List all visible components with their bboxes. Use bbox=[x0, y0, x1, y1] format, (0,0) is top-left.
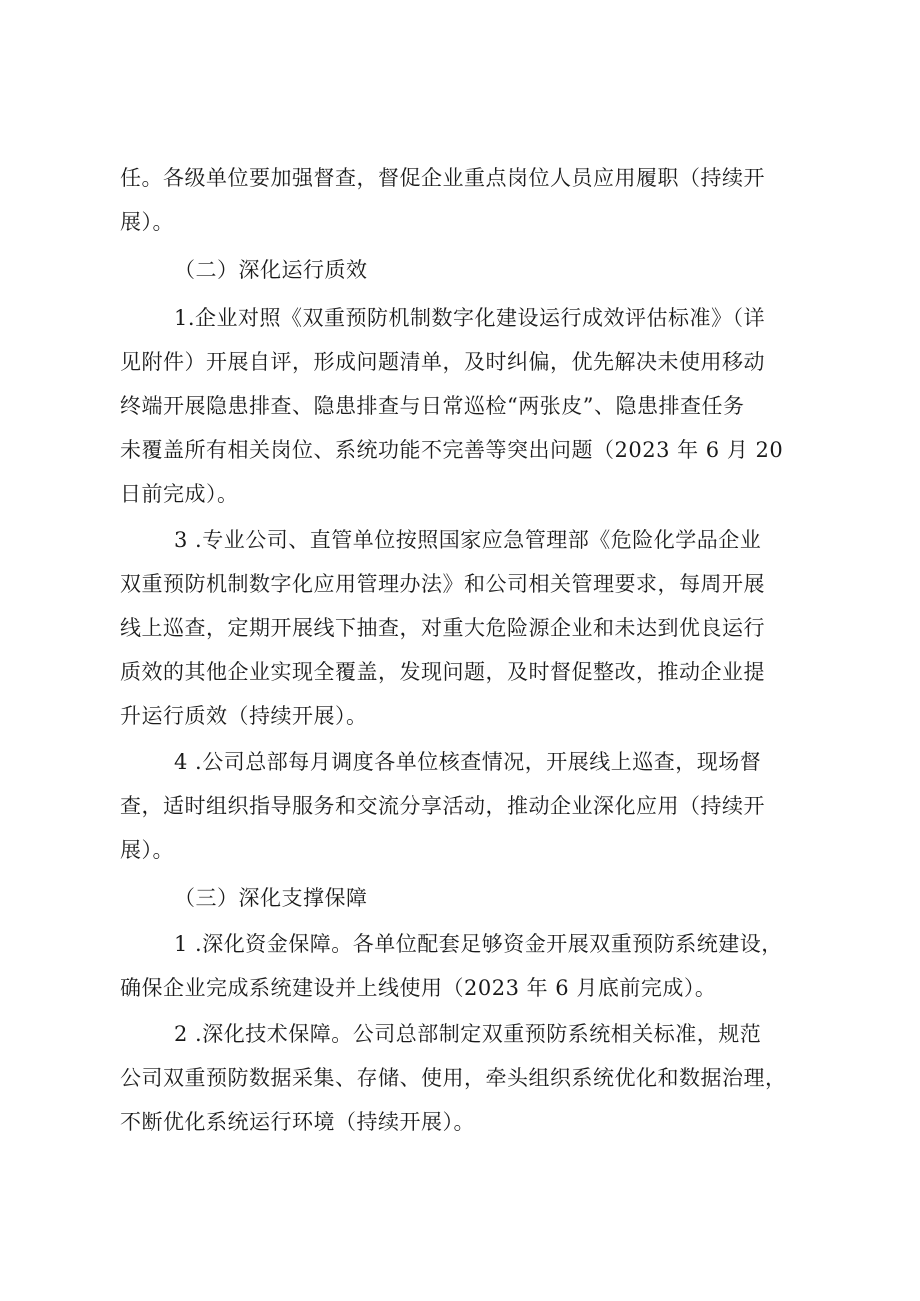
paragraph-line: 4 .公司总部每月调度各单位核查情况，开展线上巡查，现场督 bbox=[174, 750, 762, 774]
paragraph-line: 升运行质效（持续开展）。 bbox=[120, 704, 368, 728]
section-heading-3: （三）深化支撑保障 bbox=[174, 886, 368, 910]
paragraph-line: 查，适时组织指导服务和交流分享活动，推动企业深化应用（持续开 bbox=[120, 794, 765, 818]
paragraph-line: 展）。 bbox=[120, 838, 174, 862]
paragraph-line: 线上巡查，定期开展线下抽查，对重大危险源企业和未达到优良运行 bbox=[120, 616, 765, 640]
paragraph-line: 3 .专业公司、直管单位按照国家应急管理部《危险化学品企业 bbox=[174, 528, 762, 552]
paragraph-line: 质效的其他企业实现全覆盖，发现问题，及时督促整改，推动企业提 bbox=[120, 660, 765, 684]
paragraph-line: 不断优化系统运行环境（持续开展）。 bbox=[120, 1110, 475, 1134]
paragraph-line: 见附件）开展自评，形成问题清单，及时纠偏，优先解决未使用移动 bbox=[120, 350, 765, 374]
paragraph-line: 1.企业对照《双重预防机制数字化建设运行成效评估标准》（详 bbox=[174, 306, 766, 330]
paragraph-line: 1 .深化资金保障。各单位配套足够资金开展双重预防系统建设， bbox=[174, 932, 783, 956]
paragraph-line: 终端开展隐患排查、隐患排查与日常巡检“两张皮”、隐患排查任务 bbox=[120, 394, 745, 418]
paragraph-line: 确保企业完成系统建设并上线使用（2023 年 6 月底前完成）。 bbox=[120, 976, 717, 1000]
paragraph-line: 未覆盖所有相关岗位、系统功能不完善等突出问题（2023 年 6 月 20 bbox=[120, 438, 784, 462]
paragraph-line: 日前完成）。 bbox=[120, 482, 239, 506]
paragraph-line: 2 .深化技术保障。公司总部制定双重预防系统相关标准，规范 bbox=[174, 1022, 762, 1046]
paragraph-line: 展）。 bbox=[120, 210, 174, 234]
section-heading-2: （二）深化运行质效 bbox=[174, 258, 368, 282]
paragraph-line: 双重预防机制数字化应用管理办法》和公司相关管理要求，每周开展 bbox=[120, 572, 765, 596]
paragraph-line: 任。各级单位要加强督查，督促企业重点岗位人员应用履职（持续开 bbox=[120, 166, 765, 190]
paragraph-line: 公司双重预防数据采集、存储、使用，牵头组织系统优化和数据治理， bbox=[120, 1066, 787, 1090]
